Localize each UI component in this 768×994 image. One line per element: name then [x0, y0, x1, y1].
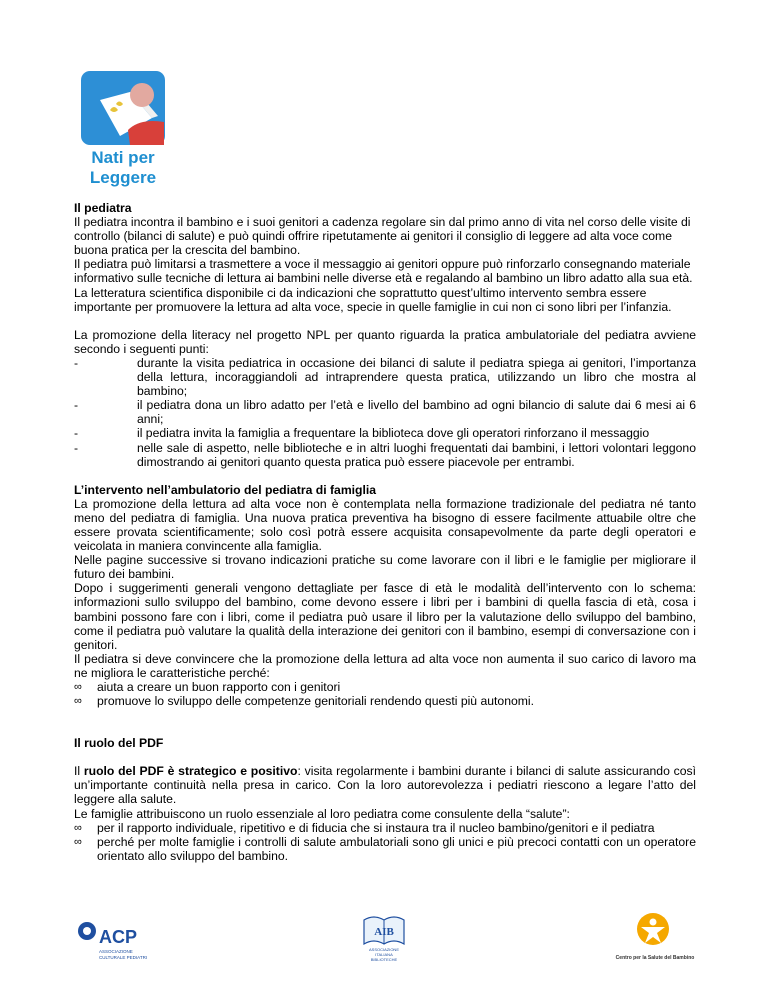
paragraph: Nelle pagine successive si trovano indicazioni pratiche su come lavorare con il libri e le famiglie per migliorare il futuro dei bambini. — [74, 553, 696, 582]
section-title-pediatra: Il pediatra — [74, 201, 132, 215]
infinity-bullet-icon: ∞ — [74, 821, 82, 834]
list-item: ∞ aiuta a creare un buon rapporto con i genitori — [74, 680, 341, 694]
svg-text:ITALIANA: ITALIANA — [375, 952, 393, 957]
paragraph: Dopo i suggerimenti generali vengono dettagliate per fasce di età le modalità dell’intervento con lo schema: informazioni sullo sviluppo del bambino, come devono essere i libri per i bambini di quella fascia di età, cosa i bambini possono fare con i libri, come il pediatra può usare il libro per la valutazione dello sviluppo del bambino, come il pediatra può valutare la qualità della interazione dei genitori con il bambino, esempi di conversazione con i genitori. — [74, 581, 696, 652]
paragraph: Le famiglie attribuiscono un ruolo essenziale al loro pediatra come consulente della “salute”: — [74, 806, 570, 821]
dash-marker: - — [74, 355, 79, 370]
paragraph: Il pediatra può limitarsi a trasmettere a voce il messaggio ai genitori oppure può rinforzarlo consegnando materiale informativo sulle tecniche di lettura ai bambini nelle diverse età e regalando al bambino un libro adatto alla sua età. La letteratura scientifica disponibile ci da indicazioni che soprattutto quest’ultimo intervento sembra essere importante per promuovere la lettura ad alta voce, specie in quelle famiglie in cui non ci sono libri per l’infanzia. — [74, 257, 693, 314]
footer-logos — [0, 905, 768, 965]
list-item: - durante la visita pediatrica in occasione dei bilanci di salute il pediatra spiega ai genitori, l’importanza della lettura, incoraggiandoli ad intraprendere questa pratica, utilizzando un libro che mostra al bambino; — [74, 355, 696, 399]
logo-line2: Leggere — [89, 168, 157, 187]
paragraph: Il ruolo del PDF è strategico e positivo: visita regolarmente i bambini durante i bilanci di salute assicurando così un’importante continuità nella presa in carico. Con la loro autorevolezza i pediatri riescono a legare l’atto del leggere alla salute. — [74, 764, 696, 807]
svg-text:BIBLIOTECHE: BIBLIOTECHE — [370, 957, 398, 962]
logo-line1: Nati per — [91, 148, 155, 167]
list-item: ∞ perché per molte famiglie i controlli di salute ambulatoriali sono gli unici e più precoci contatti con un operatore orientato allo sviluppo del bambino. — [74, 834, 696, 863]
dash-marker: - — [74, 440, 79, 455]
aib-logo — [358, 910, 410, 964]
document-body — [74, 201, 696, 863]
dash-marker: - — [74, 426, 79, 441]
svg-text:ASSOCIAZIONE: ASSOCIAZIONE — [368, 947, 400, 952]
list-item: ∞ per il rapporto individuale, ripetitivo e di fiducia che si instaura tra il nucleo bambino/genitori e il pediatra — [74, 820, 655, 835]
svg-text:CULTURALE PEDIATRI: CULTURALE PEDIATRI — [99, 955, 148, 960]
dash-marker: - — [74, 398, 79, 413]
list-item: - il pediatra dona un libro adatto per l’età e livello del bambino ad ogni bilancio di salute dai 6 mesi ai 6 anni; — [74, 398, 696, 427]
csb-logo — [605, 909, 705, 964]
list-item: - nelle sale di aspetto, nelle biblioteche e in altri luoghi frequentati dai bambini, i lettori volontari leggono dimostrando ai genitori quanto questa pratica può essere piacevole per entrambi. — [74, 440, 696, 469]
paragraph: Il pediatra incontra il bambino e i suoi genitori a cadenza regolare sin dal primo anno di vita nel corso delle visite di controllo (bilanci di salute) e può quindi offrire ripetutamente ai genitori il consiglio di leggere ad alta voce come buona pratica per la crescita del bambino. — [74, 215, 691, 258]
infinity-bullet-icon: ∞ — [74, 681, 82, 693]
paragraph: La promozione della lettura ad alta voce non è contemplata nella formazione tradizionale del pediatra né tanto meno del pediatra di famiglia. Una nuova pratica preventiva ha bisogno di essere facilmente attuabile oltre che essere provata scientificamente; solo così potrà essere acquisita consapevolmente da parte degli operatori e veicolata in maniera convincente alla famiglia. — [74, 496, 696, 554]
svg-text:AIB: AIB — [374, 926, 394, 938]
list-item: - il pediatra invita la famiglia a frequentare la biblioteca dove gli operatori rinforzano il messaggio — [74, 426, 650, 441]
svg-text:ASSOCIAZIONE: ASSOCIAZIONE — [99, 949, 133, 954]
infinity-bullet-icon: ∞ — [74, 835, 82, 848]
svg-text:ACP: ACP — [99, 927, 138, 947]
acp-logo — [75, 913, 155, 963]
paragraph: La promozione della literacy nel progetto NPL per quanto riguarda la pratica ambulatoriale del pediatra avviene secondo i seguenti punti: — [74, 327, 696, 356]
section-title-ruolo-pdf: Il ruolo del PDF — [74, 736, 164, 751]
nati-per-leggere-logo — [80, 70, 166, 188]
section-title-intervento: L’intervento nell’ambulatorio del pediatra di famiglia — [74, 482, 377, 497]
svg-text:Centro per la Salute del Bambi: Centro per la Salute del Bambino — [615, 955, 695, 961]
list-item: ∞ promuove lo sviluppo delle competenze genitoriali rendendo questi più autonomi. — [74, 694, 534, 709]
paragraph: Il pediatra si deve convincere che la promozione della lettura ad alta voce non aumenta il suo carico di lavoro ma ne migliora le caratteristiche perché: — [74, 651, 696, 680]
infinity-bullet-icon: ∞ — [74, 695, 82, 708]
